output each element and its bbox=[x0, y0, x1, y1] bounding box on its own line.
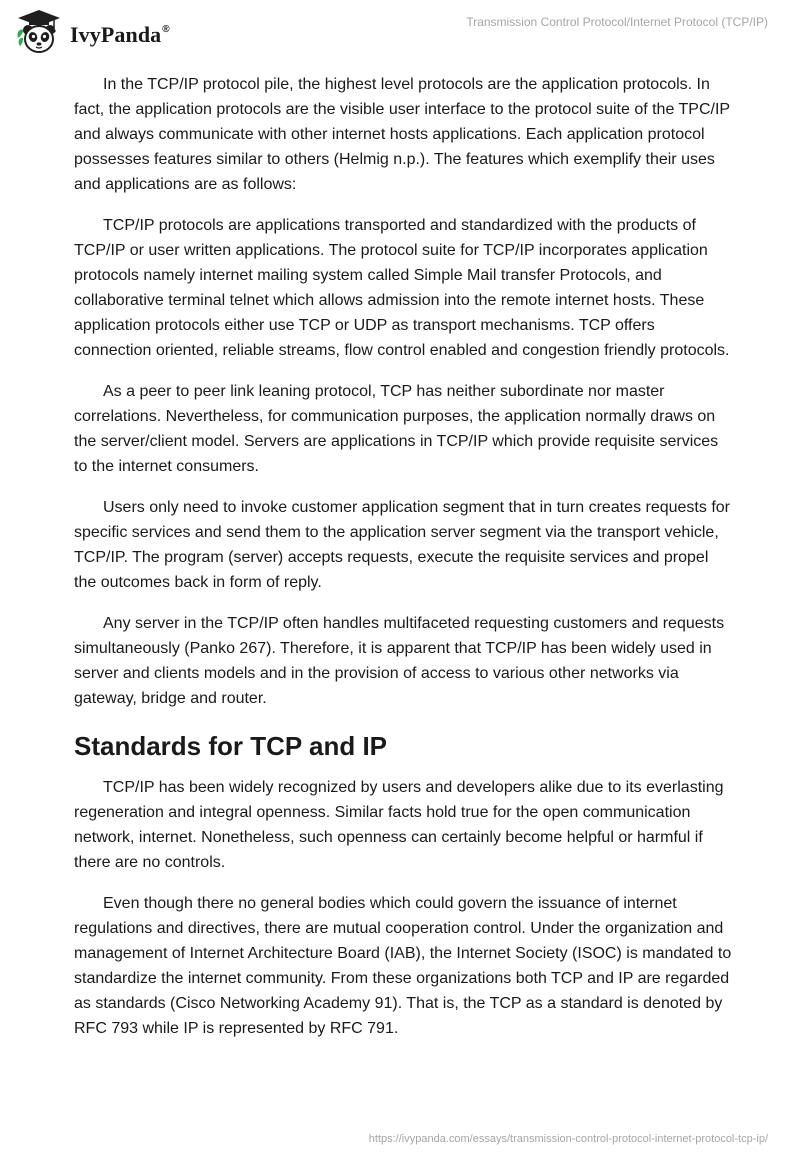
paragraph: In the TCP/IP protocol pile, the highest level protocols are the application protocols. In fact, the application protocols are the visible user interface to the protocol suite of the TPC/IP and always communicate with other internet hosts applications. Each application protocol possesses features similar to others (Helmig n.p.). The features which exemplify their uses and applications are as follows: bbox=[74, 76, 730, 193]
section-heading: Standards for TCP and IP bbox=[74, 731, 388, 761]
registered-mark: ® bbox=[162, 23, 170, 35]
source-url[interactable]: https://ivypanda.com/essays/transmission-control-protocol-internet-protocol-tcp-ip/ bbox=[368, 1133, 768, 1145]
paragraph: TCP/IP has been widely recognized by users and developers alike due to its everlasting regeneration and integral openness. Similar facts hold true for the open communication network, internet. Nonetheless, such openness can certainly become helpful or harmful if there are no controls. bbox=[74, 779, 724, 871]
paragraph: Even though there no general bodies which could govern the issuance of internet regulations and directives, there are mutual cooperation control. Under the organization and management of Internet Architecture Board (IAB), the Internet Society (ISOC) is mandated to standardize the internet community. From these organizations both TCP and IP are regarded as standards (Cisco Networking Academy 91). That is, the TCP as a standard is denoted by RFC 793 while IP is represented by RFC 791. bbox=[74, 895, 732, 1037]
document-title: Transmission Control Protocol/Internet Protocol (TCP/IP) bbox=[466, 15, 768, 29]
page-header bbox=[0, 0, 800, 62]
paragraph: Users only need to invoke customer application segment that in turn creates requests for specific services and send them to the application server segment via the transport vehicle, TCP/IP. The program (server) accepts requests, execute the requisite services and propel the outcomes back in form of reply. bbox=[74, 499, 730, 591]
essay-content bbox=[74, 72, 734, 1057]
paragraph: Any server in the TCP/IP often handles multifaceted requesting customers and requests simultaneously (Panko 267). Therefore, it is apparent that TCP/IP has been widely used in server and clients models and in the provision of access to various other networks via gateway, bridge and router. bbox=[74, 615, 725, 707]
brand-logo[interactable] bbox=[14, 8, 170, 56]
paragraph: As a peer to peer link leaning protocol, TCP has neither subordinate nor master correlations. Nevertheless, for communication purposes, the application normally draws on the server/client model. Servers are applications in TCP/IP which provide requisite services to the internet consumers. bbox=[74, 383, 719, 475]
brand-name: IvyPanda® bbox=[70, 22, 170, 47]
panda-graduate-icon bbox=[14, 8, 64, 56]
paragraph: TCP/IP protocols are applications transported and standardized with the products of TCP/IP or user written applications. The protocol suite for TCP/IP incorporates application protocols namely internet mailing system called Simple Mail transfer Protocols, and collaborative terminal telnet which allows admission into the remote internet hosts. These application protocols either use TCP or UDP as transport mechanisms. TCP offers connection oriented, reliable streams, flow control enabled and congestion friendly protocols. bbox=[74, 217, 730, 359]
